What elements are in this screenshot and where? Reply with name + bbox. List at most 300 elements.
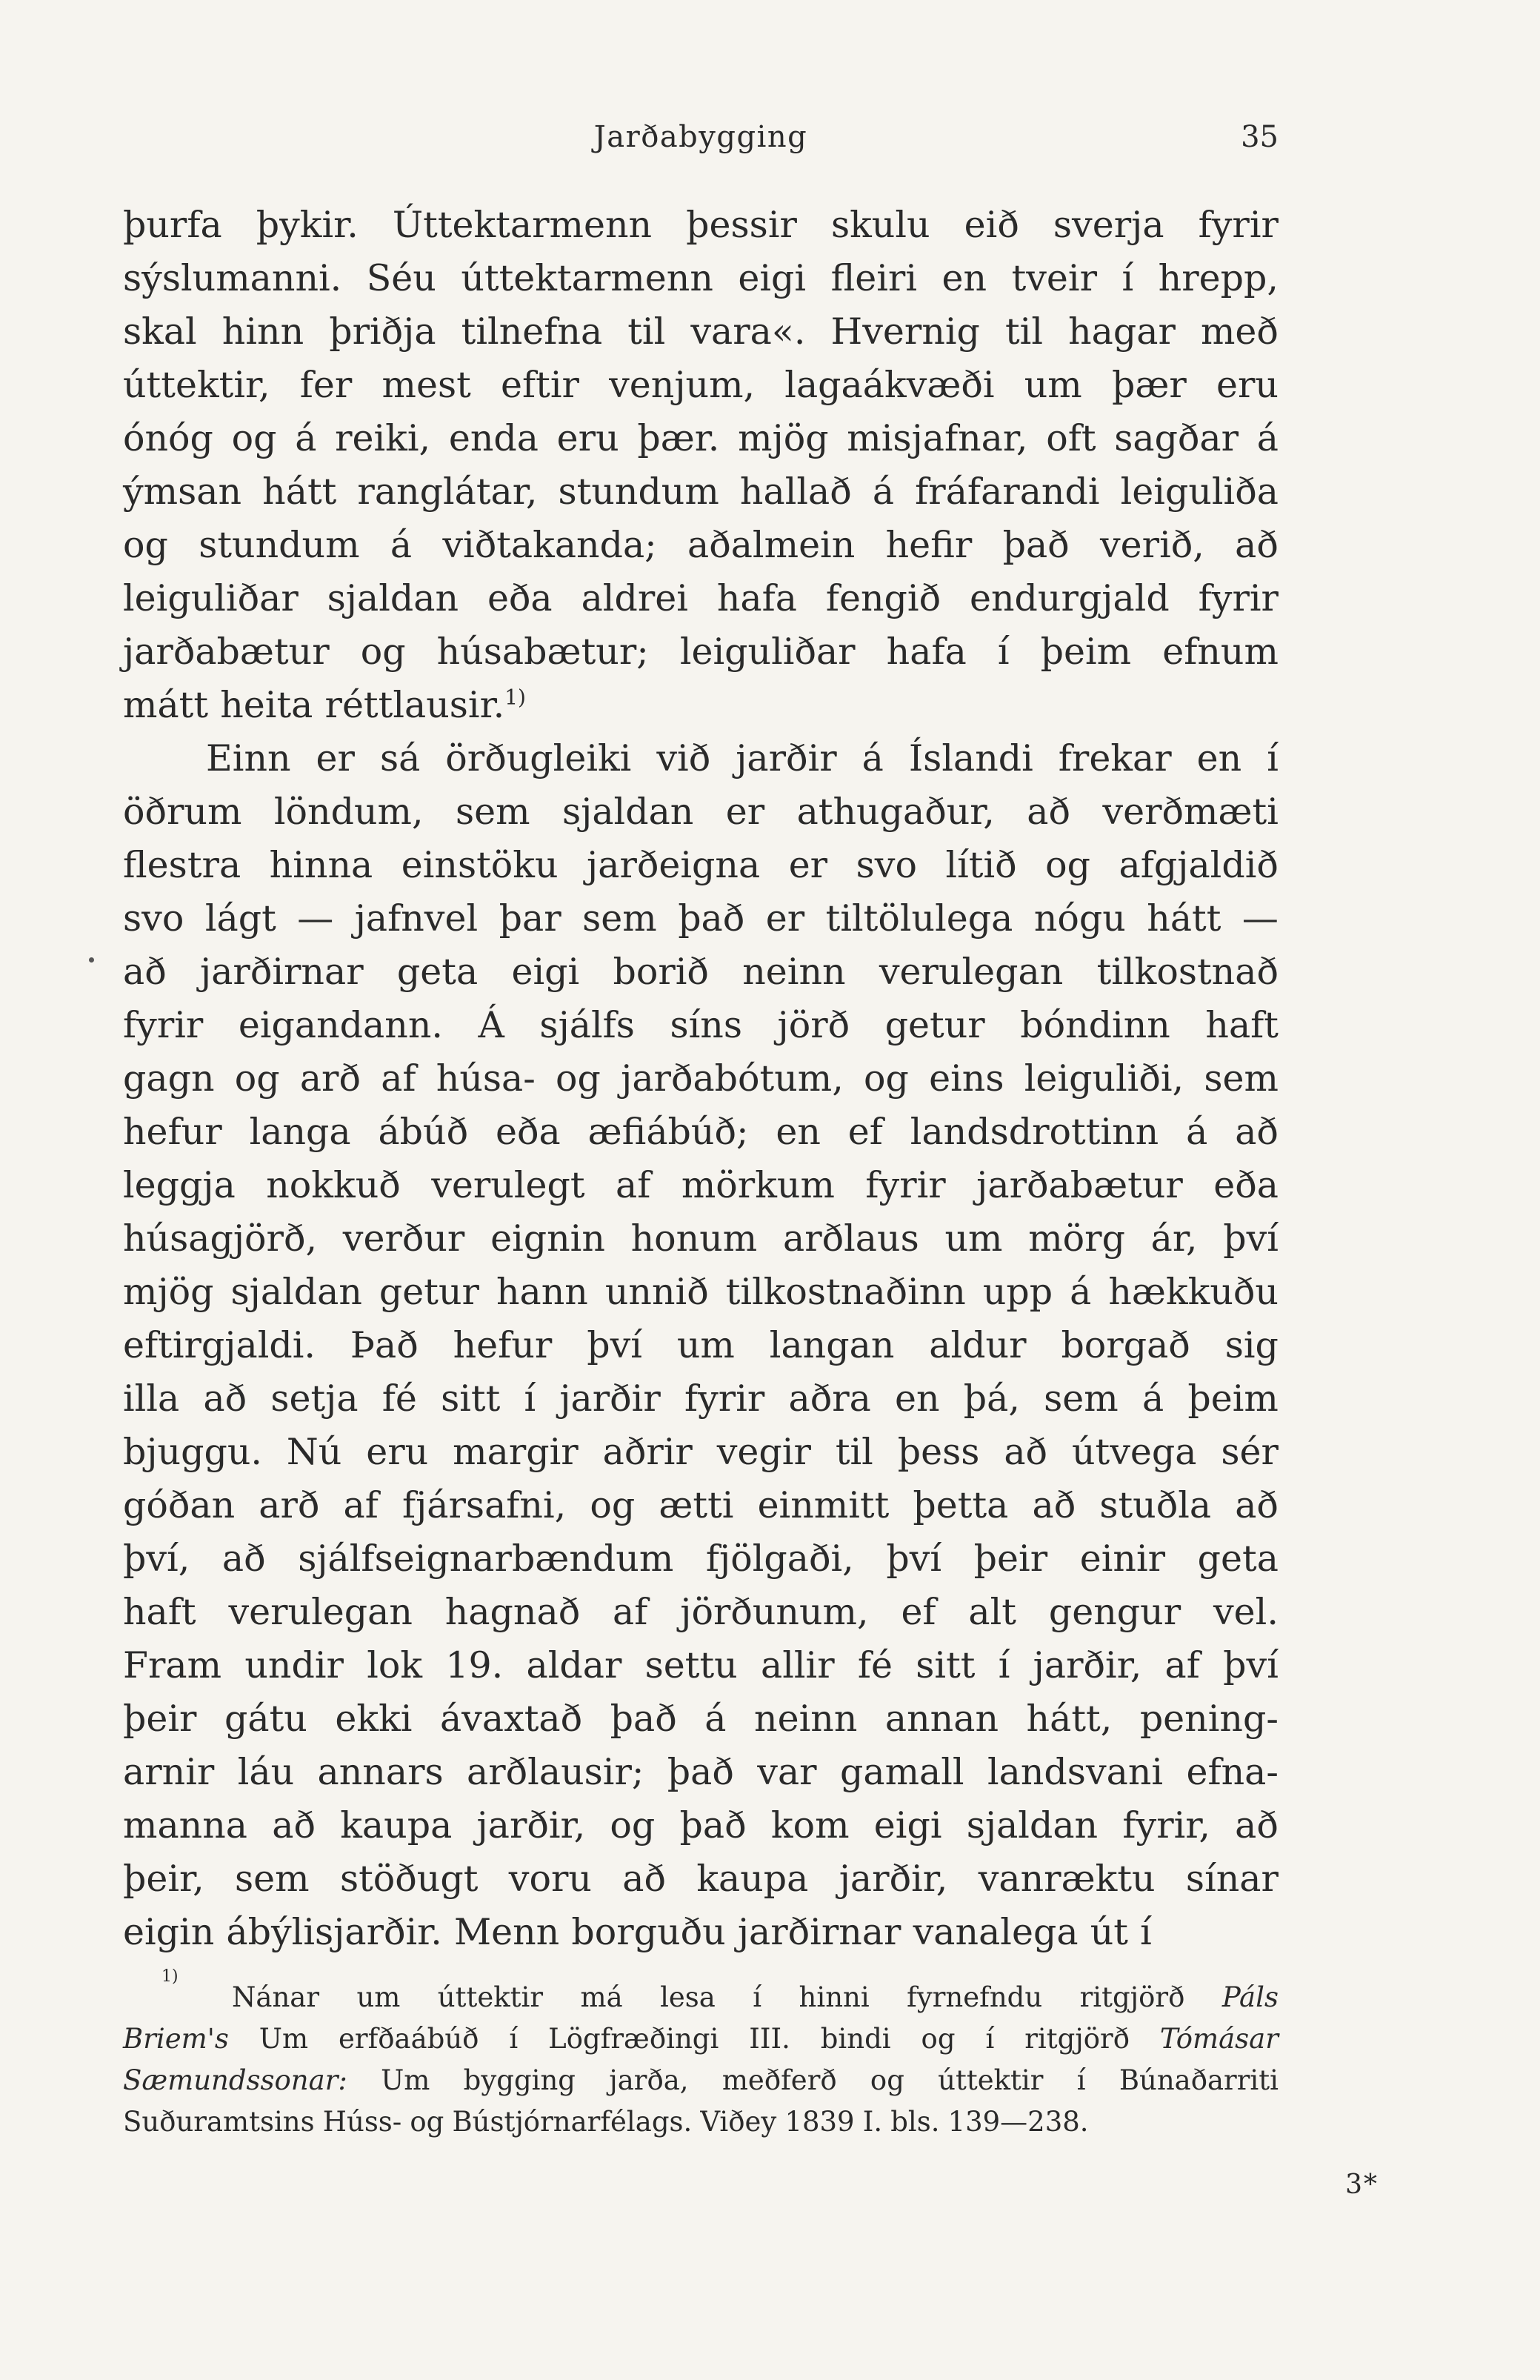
word: það [610, 1698, 677, 1740]
word: þessir [686, 204, 797, 246]
word: bjuggu. [123, 1431, 262, 1473]
word: geta [1197, 1538, 1279, 1580]
word: einmitt [757, 1484, 890, 1526]
word: Páls [1221, 1981, 1279, 2013]
word: þeim [1040, 631, 1132, 673]
footnote-line [123, 2060, 1279, 2101]
word: þeir [123, 1698, 197, 1740]
word: vel. [1213, 1591, 1279, 1633]
word: á [704, 1698, 727, 1740]
word: jarðabætur [976, 1164, 1183, 1206]
word: og [1045, 844, 1091, 886]
word: sitt [441, 1377, 501, 1420]
word: ef [847, 1111, 883, 1153]
word: hátt, [1026, 1698, 1113, 1740]
word: hafa [886, 631, 967, 673]
word: Hvernig [830, 310, 980, 353]
word: Sæmundssonar: [123, 2064, 347, 2096]
word: á [1186, 1111, 1208, 1153]
text-line [123, 1692, 1279, 1746]
word: settu [644, 1644, 738, 1686]
word: jarðir, [476, 1804, 586, 1847]
word: bygging [463, 2064, 576, 2096]
word: erfðaábúð [338, 2023, 479, 2055]
text-line [123, 1746, 1279, 1799]
word: mátt [123, 684, 209, 726]
word: hrepp, [1158, 257, 1279, 299]
text-line [123, 892, 1279, 945]
word: oft [1046, 417, 1096, 459]
word: sér [1221, 1431, 1279, 1473]
text-line [123, 785, 1279, 839]
word: neinn [754, 1698, 858, 1740]
word: — [1241, 897, 1279, 940]
word: Íslandi [908, 737, 1033, 780]
word: hækkuðu [1108, 1271, 1279, 1313]
word: III. [749, 2023, 790, 2055]
word: af [613, 1591, 648, 1633]
word: jörð [777, 1004, 850, 1046]
text-line [123, 519, 1279, 572]
word: ár, [1150, 1217, 1198, 1260]
word: alt [968, 1591, 1016, 1633]
word: til [1004, 310, 1044, 353]
word: til [627, 310, 666, 353]
word: af [381, 1057, 416, 1100]
word: góðan [123, 1484, 236, 1526]
word: úttektir [938, 2064, 1044, 2096]
word: fyrir [684, 1377, 765, 1420]
word: eigi [738, 257, 807, 299]
word: sínar [1185, 1858, 1279, 1900]
text-line [123, 1372, 1279, 1426]
word: að [123, 951, 167, 993]
word: eru [556, 417, 619, 459]
word: leiguliði, [1024, 1057, 1184, 1100]
word: á [861, 737, 884, 780]
word: fyrir, [1122, 1804, 1210, 1847]
text-line [123, 1532, 1279, 1586]
word: að [1027, 791, 1070, 833]
word: verið, [1100, 524, 1204, 566]
word: af [1164, 1644, 1200, 1686]
word: bindi [820, 2023, 891, 2055]
word: endurgjald [970, 577, 1170, 619]
word: um [356, 1981, 401, 2013]
word: mest [381, 364, 471, 406]
word: sjálfs [539, 1004, 635, 1046]
word: vanalega [913, 1911, 1079, 1953]
word: Búnaðarriti [1119, 2064, 1279, 2096]
word: Úttektarmenn [392, 204, 653, 246]
word: frekar [1058, 737, 1172, 780]
text-line [123, 999, 1279, 1052]
word: örðugleiki [445, 737, 632, 780]
word: eið [964, 204, 1019, 246]
word: var [757, 1751, 817, 1793]
word: Á [478, 1004, 504, 1046]
word: um [676, 1324, 735, 1366]
word: aldrei [581, 577, 688, 619]
word: að [1235, 524, 1279, 566]
word: hagar [1068, 310, 1176, 353]
word: mörkum [681, 1164, 835, 1206]
word: fyrir [865, 1164, 946, 1206]
word: Fram [123, 1644, 222, 1686]
word: Viðey [700, 2106, 777, 2138]
word: aldar [526, 1644, 622, 1686]
word: leiguliðar [679, 631, 856, 673]
word: að [1235, 1484, 1279, 1526]
word: jarðirnar [737, 1911, 901, 1953]
word: og [410, 2106, 444, 2138]
word: jarða, [609, 2064, 689, 2096]
word: Nú [286, 1431, 342, 1473]
word: fyrnefndu [907, 1981, 1043, 2013]
word: að [1004, 1431, 1048, 1473]
word: jörðunum, [680, 1591, 869, 1633]
word: misjafnar, [847, 417, 1028, 459]
footnote-line [123, 1967, 1279, 2018]
word: nokkuð [266, 1164, 401, 1206]
word: fráfarandi [915, 471, 1100, 513]
word: tilkostnað [1096, 951, 1279, 993]
word: fyrir [123, 1004, 204, 1046]
word: fjársafni, [401, 1484, 567, 1526]
word: sem [235, 1858, 310, 1900]
word: jarðir [736, 737, 837, 780]
word: illa [123, 1377, 180, 1420]
word: annan [884, 1698, 999, 1740]
word: haft [123, 1591, 196, 1633]
word: I. [862, 2106, 883, 2138]
word: borguðu [571, 1911, 726, 1953]
word: eru [1216, 364, 1279, 406]
word: sig [1224, 1324, 1279, 1366]
word: það [678, 897, 745, 940]
footnote-line [123, 2101, 1279, 2143]
word: sverja [1053, 204, 1164, 246]
text-line [123, 1319, 1279, 1372]
word: og [556, 1057, 601, 1100]
word: eigandann. [238, 1004, 443, 1046]
text-line [123, 305, 1279, 359]
word: mjög [123, 1271, 214, 1313]
word: hefir [885, 524, 973, 566]
word: gengur [1048, 1591, 1181, 1633]
word: landsvani [987, 1751, 1164, 1793]
word: en [941, 257, 987, 299]
text-line [123, 679, 1279, 732]
word: við [656, 737, 711, 780]
word: það [1002, 524, 1070, 566]
text-line [123, 839, 1279, 892]
word: þurfa [123, 204, 222, 246]
word: aðalmein [687, 524, 856, 566]
word: jarðir [559, 1377, 661, 1420]
footnote-marker: 1) [161, 1967, 179, 1986]
word: í [985, 2023, 995, 2055]
word: ritgjörð [1079, 1981, 1185, 2013]
word: eftirgjaldi. [123, 1324, 316, 1366]
word: og [921, 2023, 956, 2055]
word: gagn [123, 1057, 215, 1100]
word: síns [670, 1004, 742, 1046]
word: hinni [799, 1981, 870, 2013]
word: um [944, 1217, 1003, 1260]
word: lok [367, 1644, 423, 1686]
word: á [1070, 1271, 1092, 1313]
word: Menn [453, 1911, 560, 1953]
word: í [998, 1644, 1010, 1686]
word: og [123, 524, 168, 566]
word: skulu [830, 204, 930, 246]
word: þetta [913, 1484, 1009, 1526]
word: Briem's [123, 2023, 229, 2055]
word: tveir [1011, 257, 1098, 299]
word: en [1196, 737, 1242, 780]
word: getur [884, 1004, 985, 1046]
word: allir [760, 1644, 835, 1686]
word: ef [901, 1591, 936, 1633]
text-line [123, 1639, 1279, 1692]
word: því [886, 1538, 942, 1580]
word: þær. [637, 417, 720, 459]
word: ritgjörð [1024, 2023, 1130, 2055]
word: bls. [890, 2106, 940, 2138]
word: fé [381, 1377, 417, 1420]
word: húsagjörð, [123, 1217, 318, 1260]
word: fé [857, 1644, 893, 1686]
word: jarðir, [1033, 1644, 1142, 1686]
word: stundum [558, 471, 719, 513]
word: sjaldan [230, 1271, 362, 1313]
word: eða [487, 577, 553, 619]
word: eigin [123, 1911, 215, 1953]
footnotes [123, 1967, 1279, 2143]
word: arnir [123, 1751, 215, 1793]
word: ábúð [378, 1111, 469, 1153]
word: fyrir [1198, 204, 1279, 246]
margin-dot [89, 957, 94, 963]
word: því [1223, 1217, 1279, 1260]
word: kom [770, 1804, 850, 1847]
word: vegir [716, 1431, 811, 1473]
word: Það [350, 1324, 419, 1366]
word: sitt [916, 1644, 976, 1686]
word: eða [495, 1111, 561, 1153]
word: stundum [199, 524, 360, 566]
word: efnum [1162, 631, 1279, 673]
word: pening- [1139, 1698, 1279, 1740]
word: margir [453, 1431, 579, 1473]
text-line [123, 465, 1279, 519]
word: lagaákvæði [784, 364, 995, 406]
word: sem [1204, 1057, 1279, 1100]
word: fengið [825, 577, 941, 619]
word: svo [856, 844, 917, 886]
word: stöðugt [339, 1858, 479, 1900]
word: hinn [221, 310, 304, 353]
word: ætti [659, 1484, 734, 1526]
word: og [234, 1057, 280, 1100]
word: þeim [1187, 1377, 1279, 1420]
word: á [1141, 1377, 1164, 1420]
word: fleiri [830, 257, 918, 299]
text-line [123, 1159, 1279, 1212]
word: og [590, 1484, 636, 1526]
word: að [221, 1538, 266, 1580]
word: verðmæti [1102, 791, 1279, 833]
running-title: Jarðabygging [593, 120, 808, 154]
word: aðrir [602, 1431, 693, 1473]
text-line [123, 1852, 1279, 1906]
word: vara«. [690, 310, 806, 353]
text-line [123, 359, 1279, 412]
word: hafa [716, 577, 797, 619]
word: úttektir [437, 1981, 544, 2013]
word: manna [123, 1804, 248, 1847]
word: langan [769, 1324, 895, 1366]
word: sjaldan [327, 577, 459, 619]
word: er [725, 791, 765, 833]
word: undir [244, 1644, 344, 1686]
word: Suðuramtsins [123, 2106, 315, 2138]
word: húsa- [436, 1057, 536, 1100]
word: aðra [788, 1377, 871, 1420]
word: Tómásar [1159, 2023, 1279, 2055]
word: lesa [660, 1981, 716, 2013]
word: fjölgaði, [705, 1538, 854, 1580]
word: og [864, 1057, 909, 1100]
word: má [580, 1981, 623, 2013]
page-number: 35 [1241, 120, 1279, 154]
word: jarðabætur [123, 631, 330, 673]
word: þá, [963, 1377, 1020, 1420]
word: í [1121, 257, 1134, 299]
word: á [872, 471, 895, 513]
text-line [123, 1799, 1279, 1852]
word: arð [259, 1484, 320, 1526]
word: getur [379, 1271, 479, 1313]
word: þykir. [256, 204, 359, 246]
word: haft [1205, 1004, 1279, 1046]
word: og [870, 2064, 904, 2096]
word: öðrum [123, 791, 242, 833]
word: Einn [206, 737, 291, 780]
word: að [272, 1804, 316, 1847]
word: sjálfseignarbændum [298, 1538, 674, 1580]
word: á [390, 524, 413, 566]
word: Nánar [232, 1981, 320, 2013]
word: fer [299, 364, 353, 406]
word: sagðar [1114, 417, 1239, 459]
word: út [1090, 1911, 1128, 1953]
word: sá [379, 737, 421, 780]
word: húsabætur; [436, 631, 649, 673]
body-text [123, 199, 1279, 1959]
word: ávaxtað [439, 1698, 583, 1740]
word: verulegt [431, 1164, 585, 1206]
word: hátt [1147, 897, 1221, 940]
word: á [1256, 417, 1279, 459]
word: borið [613, 951, 709, 993]
text-line [123, 1906, 1279, 1959]
word: stuðla [1099, 1484, 1212, 1526]
text-line [123, 625, 1279, 679]
word: eigi [511, 951, 580, 993]
word: skal [123, 310, 197, 353]
word: flestra [123, 844, 241, 886]
word: lítið [945, 844, 1017, 886]
text-line [123, 1052, 1279, 1106]
text-line [123, 199, 1279, 252]
word: ekki [335, 1698, 413, 1740]
word: að [203, 1377, 247, 1420]
word: það [667, 1751, 734, 1793]
word: sýslumanni. [123, 257, 342, 299]
word: þeir [973, 1538, 1048, 1580]
word: þess [897, 1431, 980, 1473]
word: að [1032, 1484, 1076, 1526]
word: af [343, 1484, 379, 1526]
word: lágt [204, 897, 276, 940]
word: gamall [839, 1751, 964, 1793]
word: vanræktu [978, 1858, 1156, 1900]
word: nógu [1033, 897, 1126, 940]
running-head [123, 120, 1279, 164]
word: en [776, 1111, 821, 1153]
word: meðferð [721, 2064, 837, 2096]
word: afgjaldið [1119, 844, 1279, 886]
word: tilkostnaðinn [725, 1271, 966, 1313]
word: langa [249, 1111, 351, 1153]
word: og [231, 417, 277, 459]
word: þriðja [329, 310, 436, 353]
footnote-line [123, 2018, 1279, 2060]
word: athugaður, [796, 791, 995, 833]
word: geta [396, 951, 479, 993]
text-line [123, 1106, 1279, 1159]
word: verður [342, 1217, 465, 1260]
word: fyrir [1198, 577, 1279, 619]
word: úttektarmenn [461, 257, 713, 299]
word: ónóg [123, 417, 213, 459]
word: jarðabótum, [621, 1057, 844, 1100]
word: ranglátar, [357, 471, 538, 513]
word: Séu [366, 257, 436, 299]
text-line [123, 1212, 1279, 1266]
signature-mark: 3* [1345, 2170, 1379, 2200]
word: því [587, 1324, 642, 1366]
word: jarðir, [839, 1858, 948, 1900]
word: mörg [1028, 1217, 1125, 1260]
word: hann [496, 1271, 588, 1313]
word: viðtakanda; [442, 524, 657, 566]
word: þar [499, 897, 561, 940]
text-line [123, 412, 1279, 465]
word: hinna [269, 844, 373, 886]
footnote-ref[interactable]: 1) [504, 685, 526, 710]
word: jarðirnar [200, 951, 364, 993]
word: sem [582, 897, 657, 940]
word: — [297, 897, 334, 940]
word: enda [448, 417, 539, 459]
word: útvega [1071, 1431, 1197, 1473]
word: af [616, 1164, 651, 1206]
word: landsdrottinn [910, 1111, 1159, 1153]
word: löndum, [273, 791, 424, 833]
